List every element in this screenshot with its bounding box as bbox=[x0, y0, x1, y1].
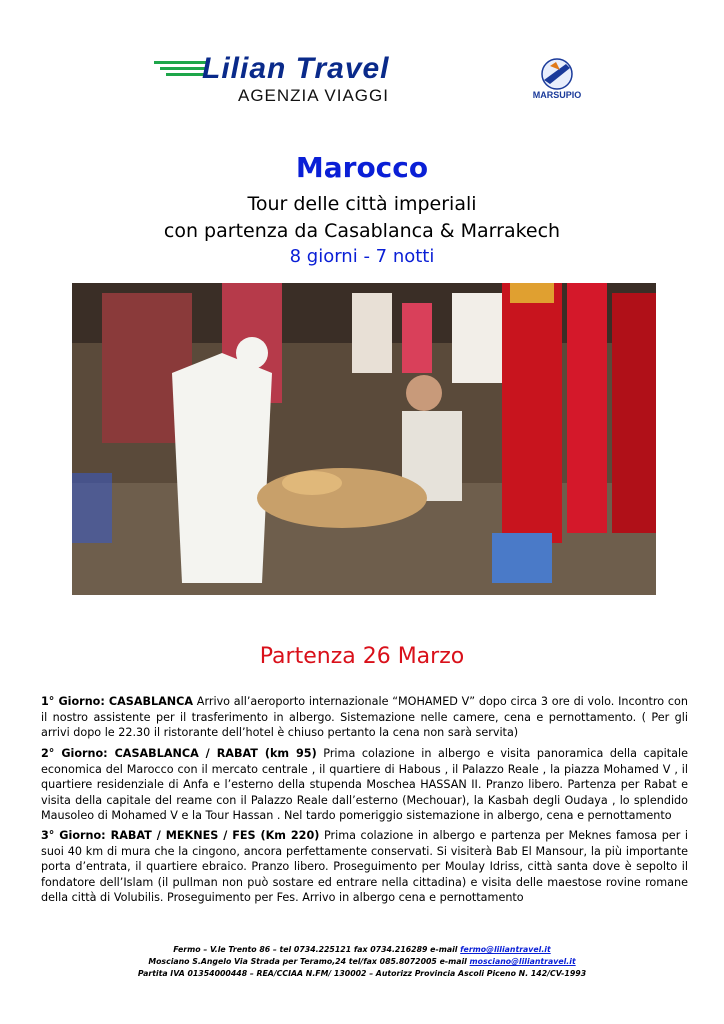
day-heading: 3° Giorno: RABAT / MEKNES / FES (Km 220) bbox=[41, 829, 320, 842]
logo-subtitle: AGENZIA VIAGGI bbox=[238, 86, 389, 105]
departure-date: Partenza 26 Marzo bbox=[259, 644, 465, 669]
marsupio-label: MARSUPIO bbox=[532, 90, 582, 100]
day-heading: 2° Giorno: CASABLANCA / RABAT (km 95) bbox=[41, 747, 317, 760]
market-photo bbox=[72, 283, 656, 595]
itinerary-day-1 bbox=[41, 694, 688, 741]
footer-mosciano-text: Mosciano S.Angelo Via Strada per Teramo,24 tel/fax 085.8072005 e-mail bbox=[148, 957, 470, 966]
footer-mosciano bbox=[0, 957, 724, 966]
day-description: Prima colazione in albergo e partenza per Meknes famosa per i suoi 40 km di mura che la cingono, ancora perfettamente conservati. Si visiterà Bab El Mansour, la più importante porta d’entrata, il quartiere ebraico. Pranzo libero. Proseguimento per Moulay Idriss, città santa dove è sepolto il fondatore dell’Islam (il pullman non può sostare ed entrare nella cittadina) e visita delle maestose rovine romane della città di Volubilis. Proseguimento per Fes. Arrivo in albergo cena e pernottamento bbox=[41, 829, 688, 904]
logo-title: Lilian Travel bbox=[202, 52, 390, 85]
page-title: Marocco bbox=[295, 151, 429, 184]
marsupio-emblem-icon bbox=[526, 56, 588, 90]
subtitle-line-1: Tour delle città imperiali bbox=[247, 193, 477, 215]
footer-fermo bbox=[0, 945, 724, 954]
duration-text: 8 giorni - 7 notti bbox=[289, 246, 435, 267]
lilian-travel-logo bbox=[150, 52, 500, 112]
marsupio-logo bbox=[526, 56, 588, 106]
day-description: Prima colazione in albergo e visita panoramica della capitale economica del Marocco con il mercato centrale , il quartiere di Habous , il Palazzo Reale , la piazza Mohamed V , il quartiere residenziale di Anfa e l’esterno della stupenda Moschea HASSAN II. Pranzo libero. Partenza per Rabat e visita della capitale del reame con il Palazzo Reale dall’esterno (Mechouar), la Kasbah degli Oudaya , lo splendido Mausoleo di Mohamed V e la Tour Hassan . Nel tardo pomeriggio sistemazione in albergo, cena e pernottamento bbox=[41, 747, 688, 822]
itinerary-day-2 bbox=[41, 746, 688, 824]
subtitle-line-2: con partenza da Casablanca & Marrakech bbox=[163, 220, 561, 242]
day-description: Arrivo all’aeroporto internazionale “MOHAMED V” dopo circa 3 ore di volo. Incontro con il nostro assistente per il trasferimento in albergo. Sistemazione nelle camere, cena e pernottamento. ( Per gli arrivi dopo le 22.30 il ristorante dell’hotel è chiuso pertanto la cena non sarà servita) bbox=[41, 695, 688, 739]
mosciano-email-link[interactable]: mosciano@liliantravel.it bbox=[469, 957, 576, 966]
footer-legal: Partita IVA 01354000448 – REA/CCIAA N.FM/ 130002 – Autorizz Provincia Ascoli Piceno N. 142/CV-1993 bbox=[137, 969, 587, 978]
fermo-email-link[interactable]: fermo@liliantravel.it bbox=[460, 945, 551, 954]
day-heading: 1° Giorno: CASABLANCA bbox=[41, 695, 194, 708]
itinerary-day-3 bbox=[41, 828, 688, 906]
footer-fermo-text: Fermo – V.le Trento 86 – tel 0734.225121 fax 0734.216289 e-mail bbox=[173, 945, 461, 954]
